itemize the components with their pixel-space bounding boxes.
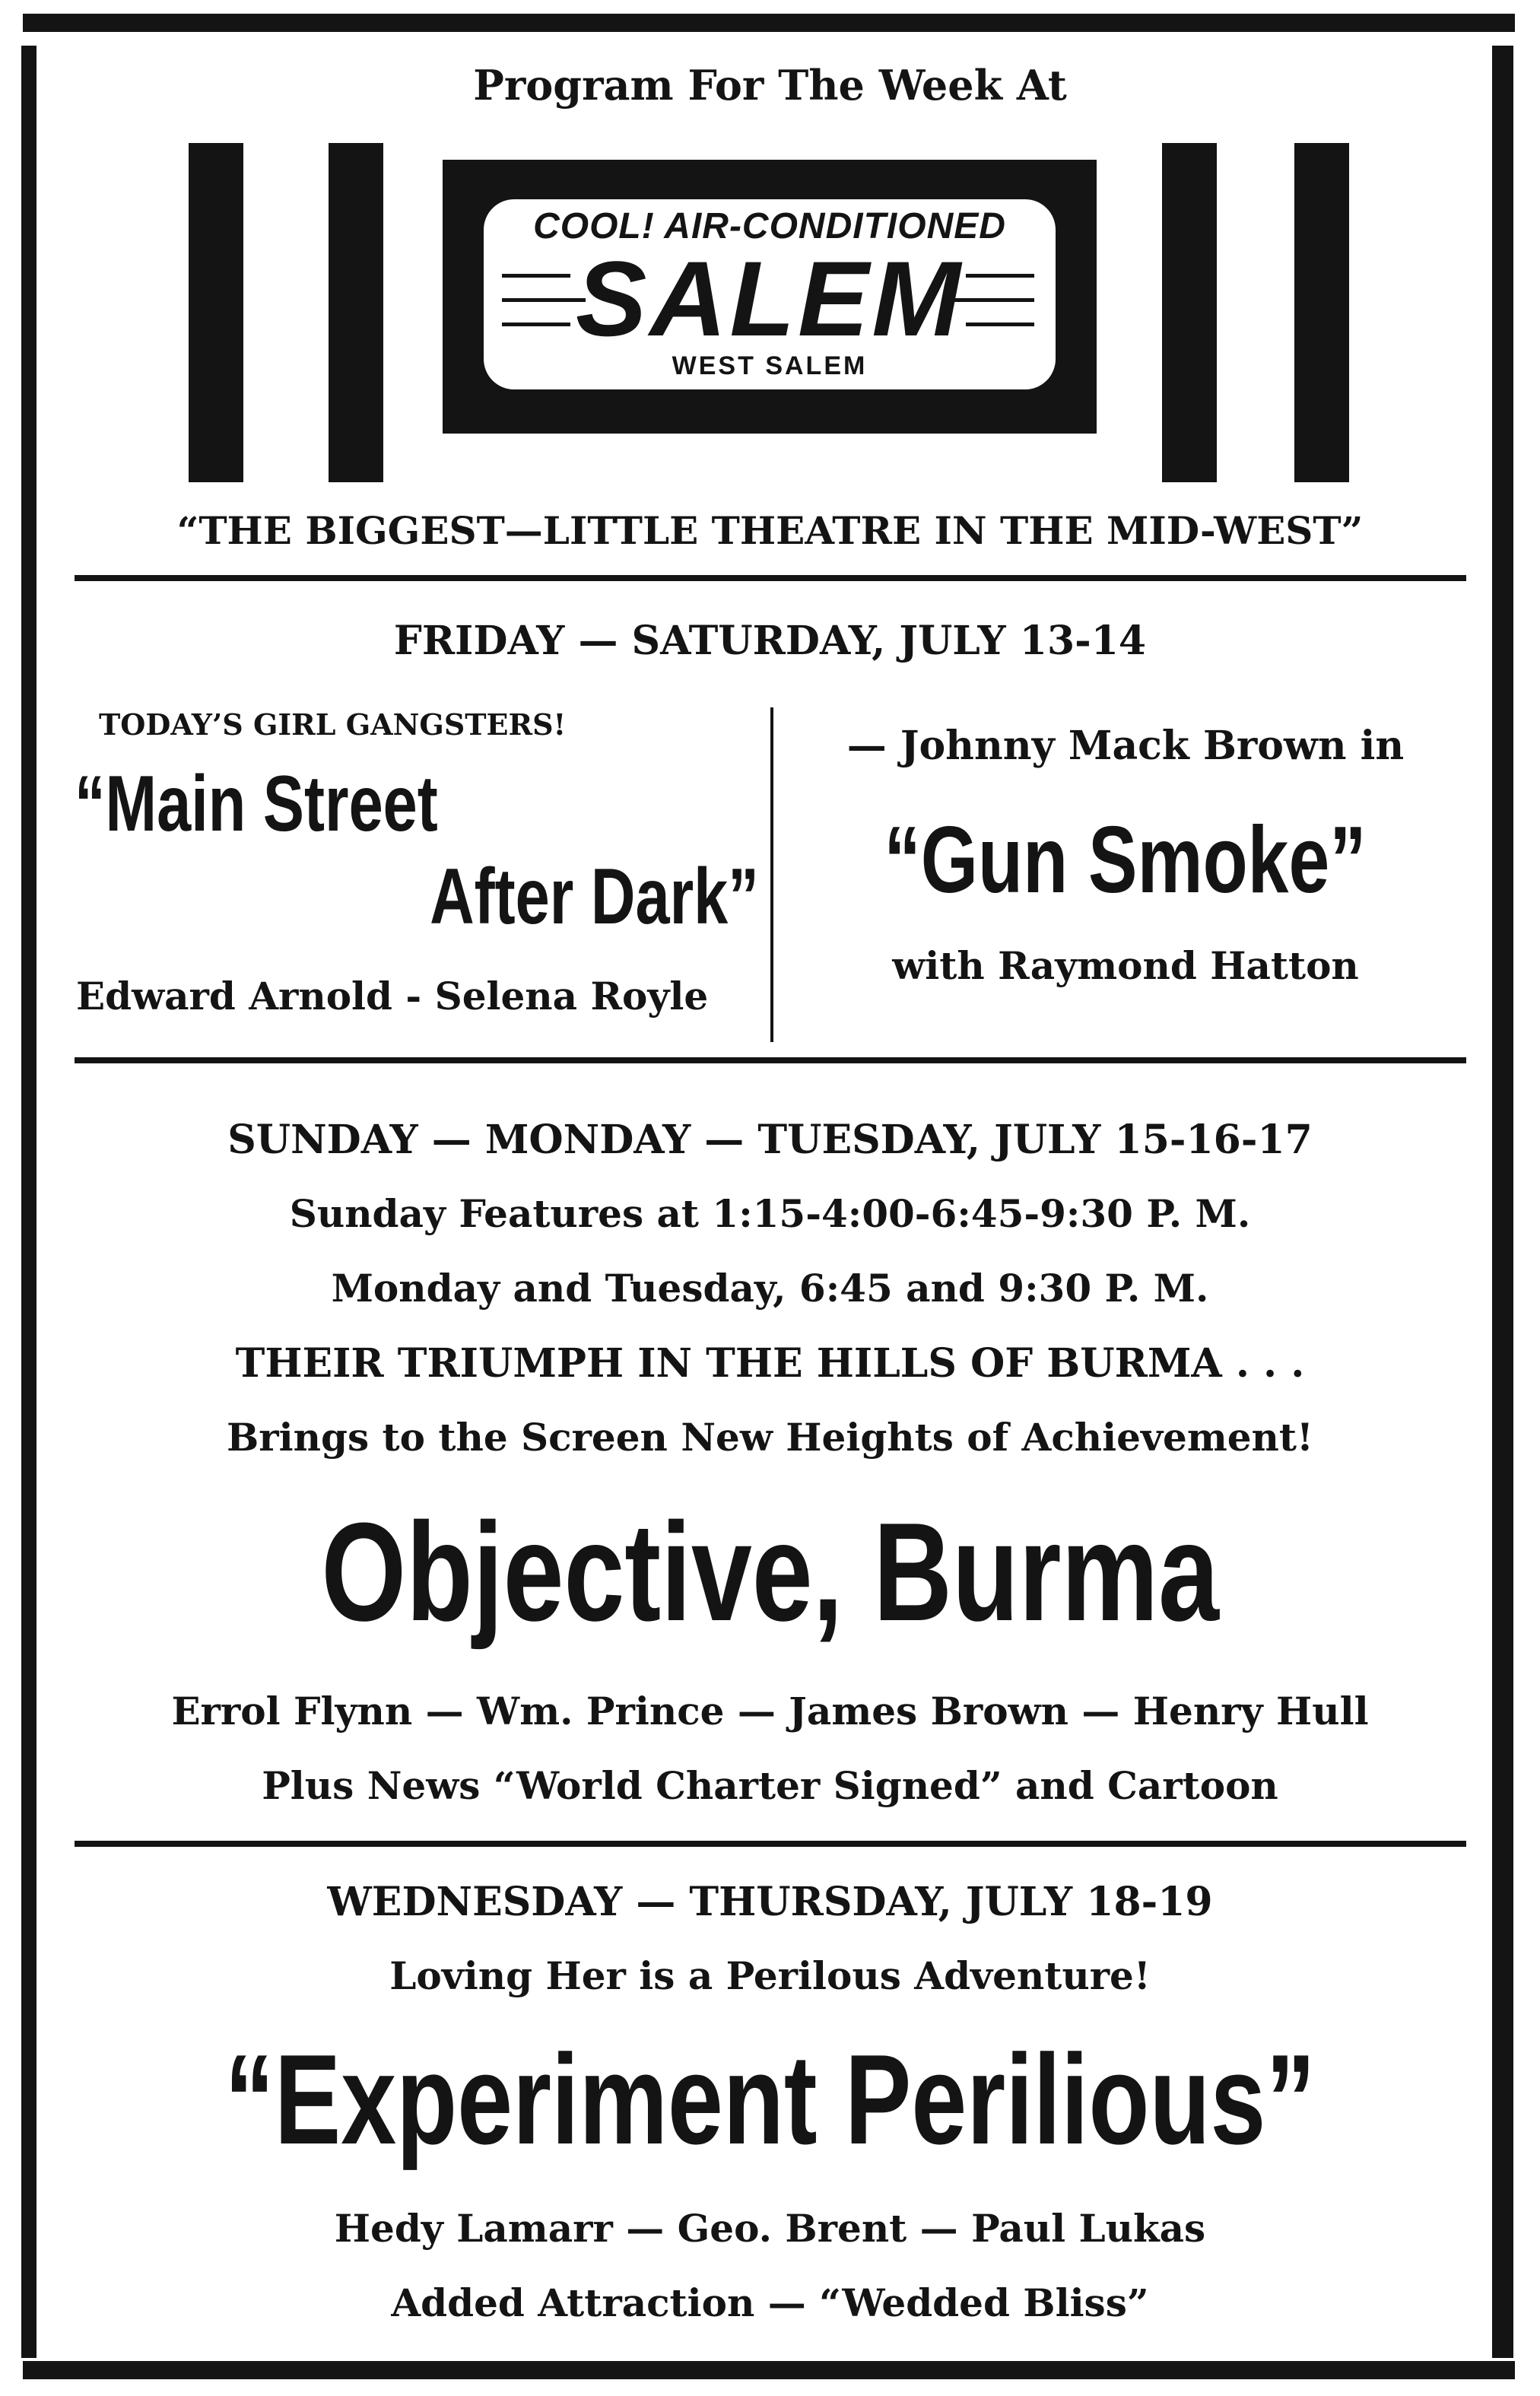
decor-bar bbox=[1294, 143, 1349, 482]
fri-sat-left-title-1 bbox=[75, 759, 729, 850]
logo-tagline: COOL! AIR-CONDITIONED bbox=[533, 206, 1006, 246]
sun-tue-title-text: Objective, Burma bbox=[321, 1493, 1219, 1650]
section-divider bbox=[75, 1841, 1466, 1847]
sun-tue-dates: SUNDAY — MONDAY — TUESDAY, JULY 15-16-17 bbox=[227, 1117, 1313, 1163]
wed-thu-title bbox=[0, 2026, 1540, 2173]
decor-bar bbox=[329, 143, 383, 482]
sun-tue-tagline-2: Brings to the Screen New Heights of Achievement! bbox=[227, 1415, 1313, 1460]
sun-tue-title bbox=[0, 1491, 1540, 1652]
fri-sat-left-title-2-text: After Dark” bbox=[430, 853, 759, 941]
column-divider bbox=[770, 707, 773, 1042]
sun-tue-tagline-1: THEIR TRIUMPH IN THE HILLS OF BURMA . . . bbox=[235, 1340, 1305, 1387]
sun-tue-weekday-times: Monday and Tuesday, 6:45 and 9:30 P. M. bbox=[331, 1266, 1209, 1311]
fri-sat-dates: FRIDAY — SATURDAY, JULY 13-14 bbox=[393, 618, 1147, 664]
fri-sat-left-title-2 bbox=[75, 852, 759, 942]
wed-thu-tagline: Loving Her is a Perilous Adventure! bbox=[389, 1953, 1151, 1998]
logo-location: WEST SALEM bbox=[672, 351, 868, 380]
fri-sat-right-title bbox=[783, 806, 1468, 914]
slogan: “THE BIGGEST—LITTLE THEATRE IN THE MID-WEST” bbox=[176, 508, 1364, 553]
wed-thu-cast: Hedy Lamarr — Geo. Brent — Paul Lukas bbox=[334, 2206, 1206, 2251]
wed-thu-title-text: “Experiment Perilious” bbox=[224, 2028, 1316, 2171]
section-divider bbox=[75, 1057, 1466, 1063]
fri-sat-left-tagline: TODAY’S GIRL GANGSTERS! bbox=[99, 707, 567, 742]
fri-sat-left-title-1-text: “Main Street bbox=[75, 760, 438, 848]
wed-thu-dates: WEDNESDAY — THURSDAY, JULY 18-19 bbox=[327, 1879, 1213, 1925]
logo-name: SALEM bbox=[576, 239, 964, 358]
wed-thu-extra: Added Attraction — “Wedded Bliss” bbox=[391, 2280, 1149, 2325]
fri-sat-right-cast: with Raymond Hatton bbox=[892, 943, 1359, 988]
fri-sat-right-intro: — Johnny Mack Brown in bbox=[846, 723, 1405, 769]
decor-bar bbox=[1162, 143, 1217, 482]
decor-bar bbox=[189, 143, 243, 482]
program-heading: Program For The Week At bbox=[473, 61, 1067, 110]
sun-tue-cast: Errol Flynn — Wm. Prince — James Brown — Henry Hull bbox=[171, 1689, 1369, 1733]
section-divider bbox=[75, 575, 1466, 581]
fri-sat-left-cast: Edward Arnold - Selena Royle bbox=[76, 974, 709, 1018]
fri-sat-right-title-text: “Gun Smoke” bbox=[884, 808, 1367, 913]
sun-tue-extras: Plus News “World Charter Signed” and Cartoon bbox=[262, 1763, 1278, 1808]
sun-tue-sunday-times: Sunday Features at 1:15-4:00-6:45-9:30 P. M. bbox=[289, 1191, 1251, 1236]
